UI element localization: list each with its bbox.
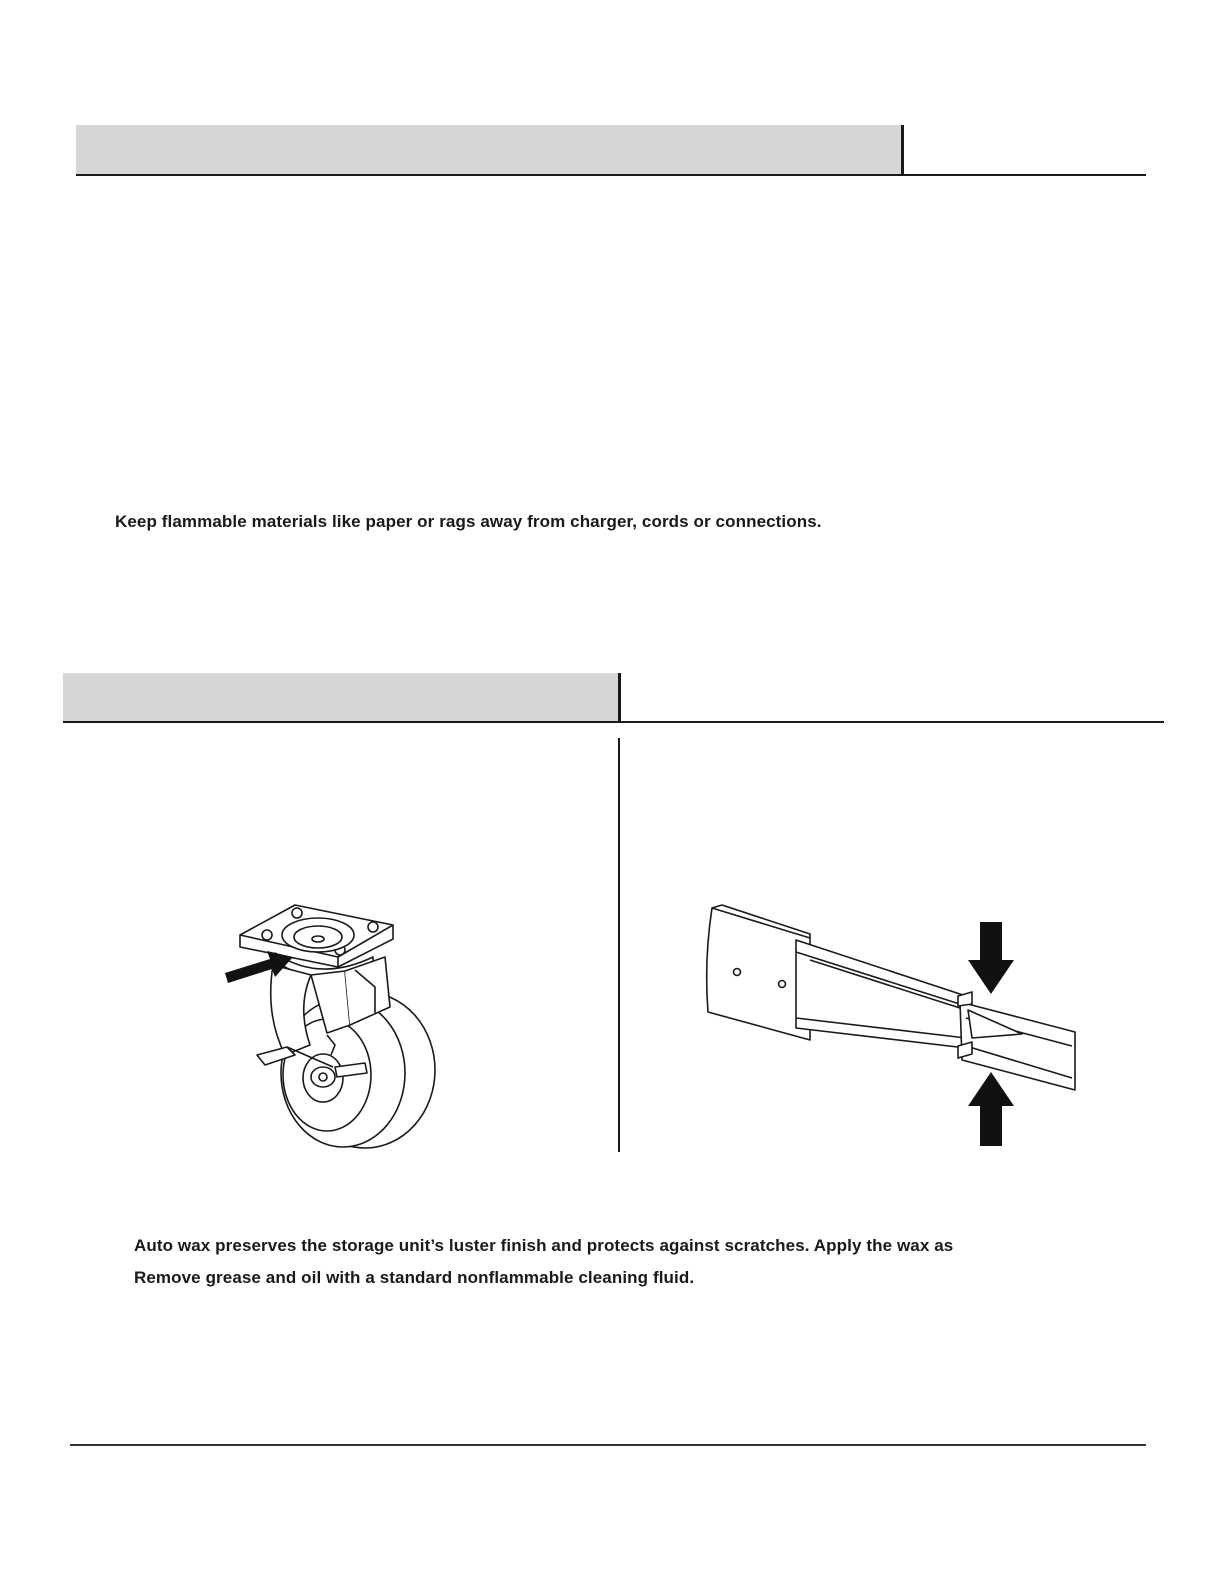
maintenance-section-header: [63, 673, 618, 723]
drawer-slide-illustration: [700, 900, 1080, 1150]
header-divider: [618, 673, 621, 723]
column-divider: [618, 738, 620, 1152]
flammable-materials-note: Keep flammable materials like paper or rags away from charger, cords or connections.: [115, 512, 822, 531]
safety-header-rule: [901, 174, 1146, 176]
caster-wheel-illustration: [215, 895, 455, 1155]
grease-removal-note: Remove grease and oil with a standard nonflammable cleaning fluid.: [134, 1268, 695, 1287]
up-arrow-icon: [968, 1072, 1014, 1146]
auto-wax-note: Auto wax preserves the storage unit’s luster finish and protects against scratches. Apply the wax as: [134, 1236, 954, 1255]
safety-section-header: [76, 125, 901, 176]
maintenance-header-rule: [618, 721, 1164, 723]
footer-rule: [70, 1444, 1146, 1446]
header-divider: [901, 125, 904, 176]
down-arrow-icon: [968, 922, 1014, 994]
